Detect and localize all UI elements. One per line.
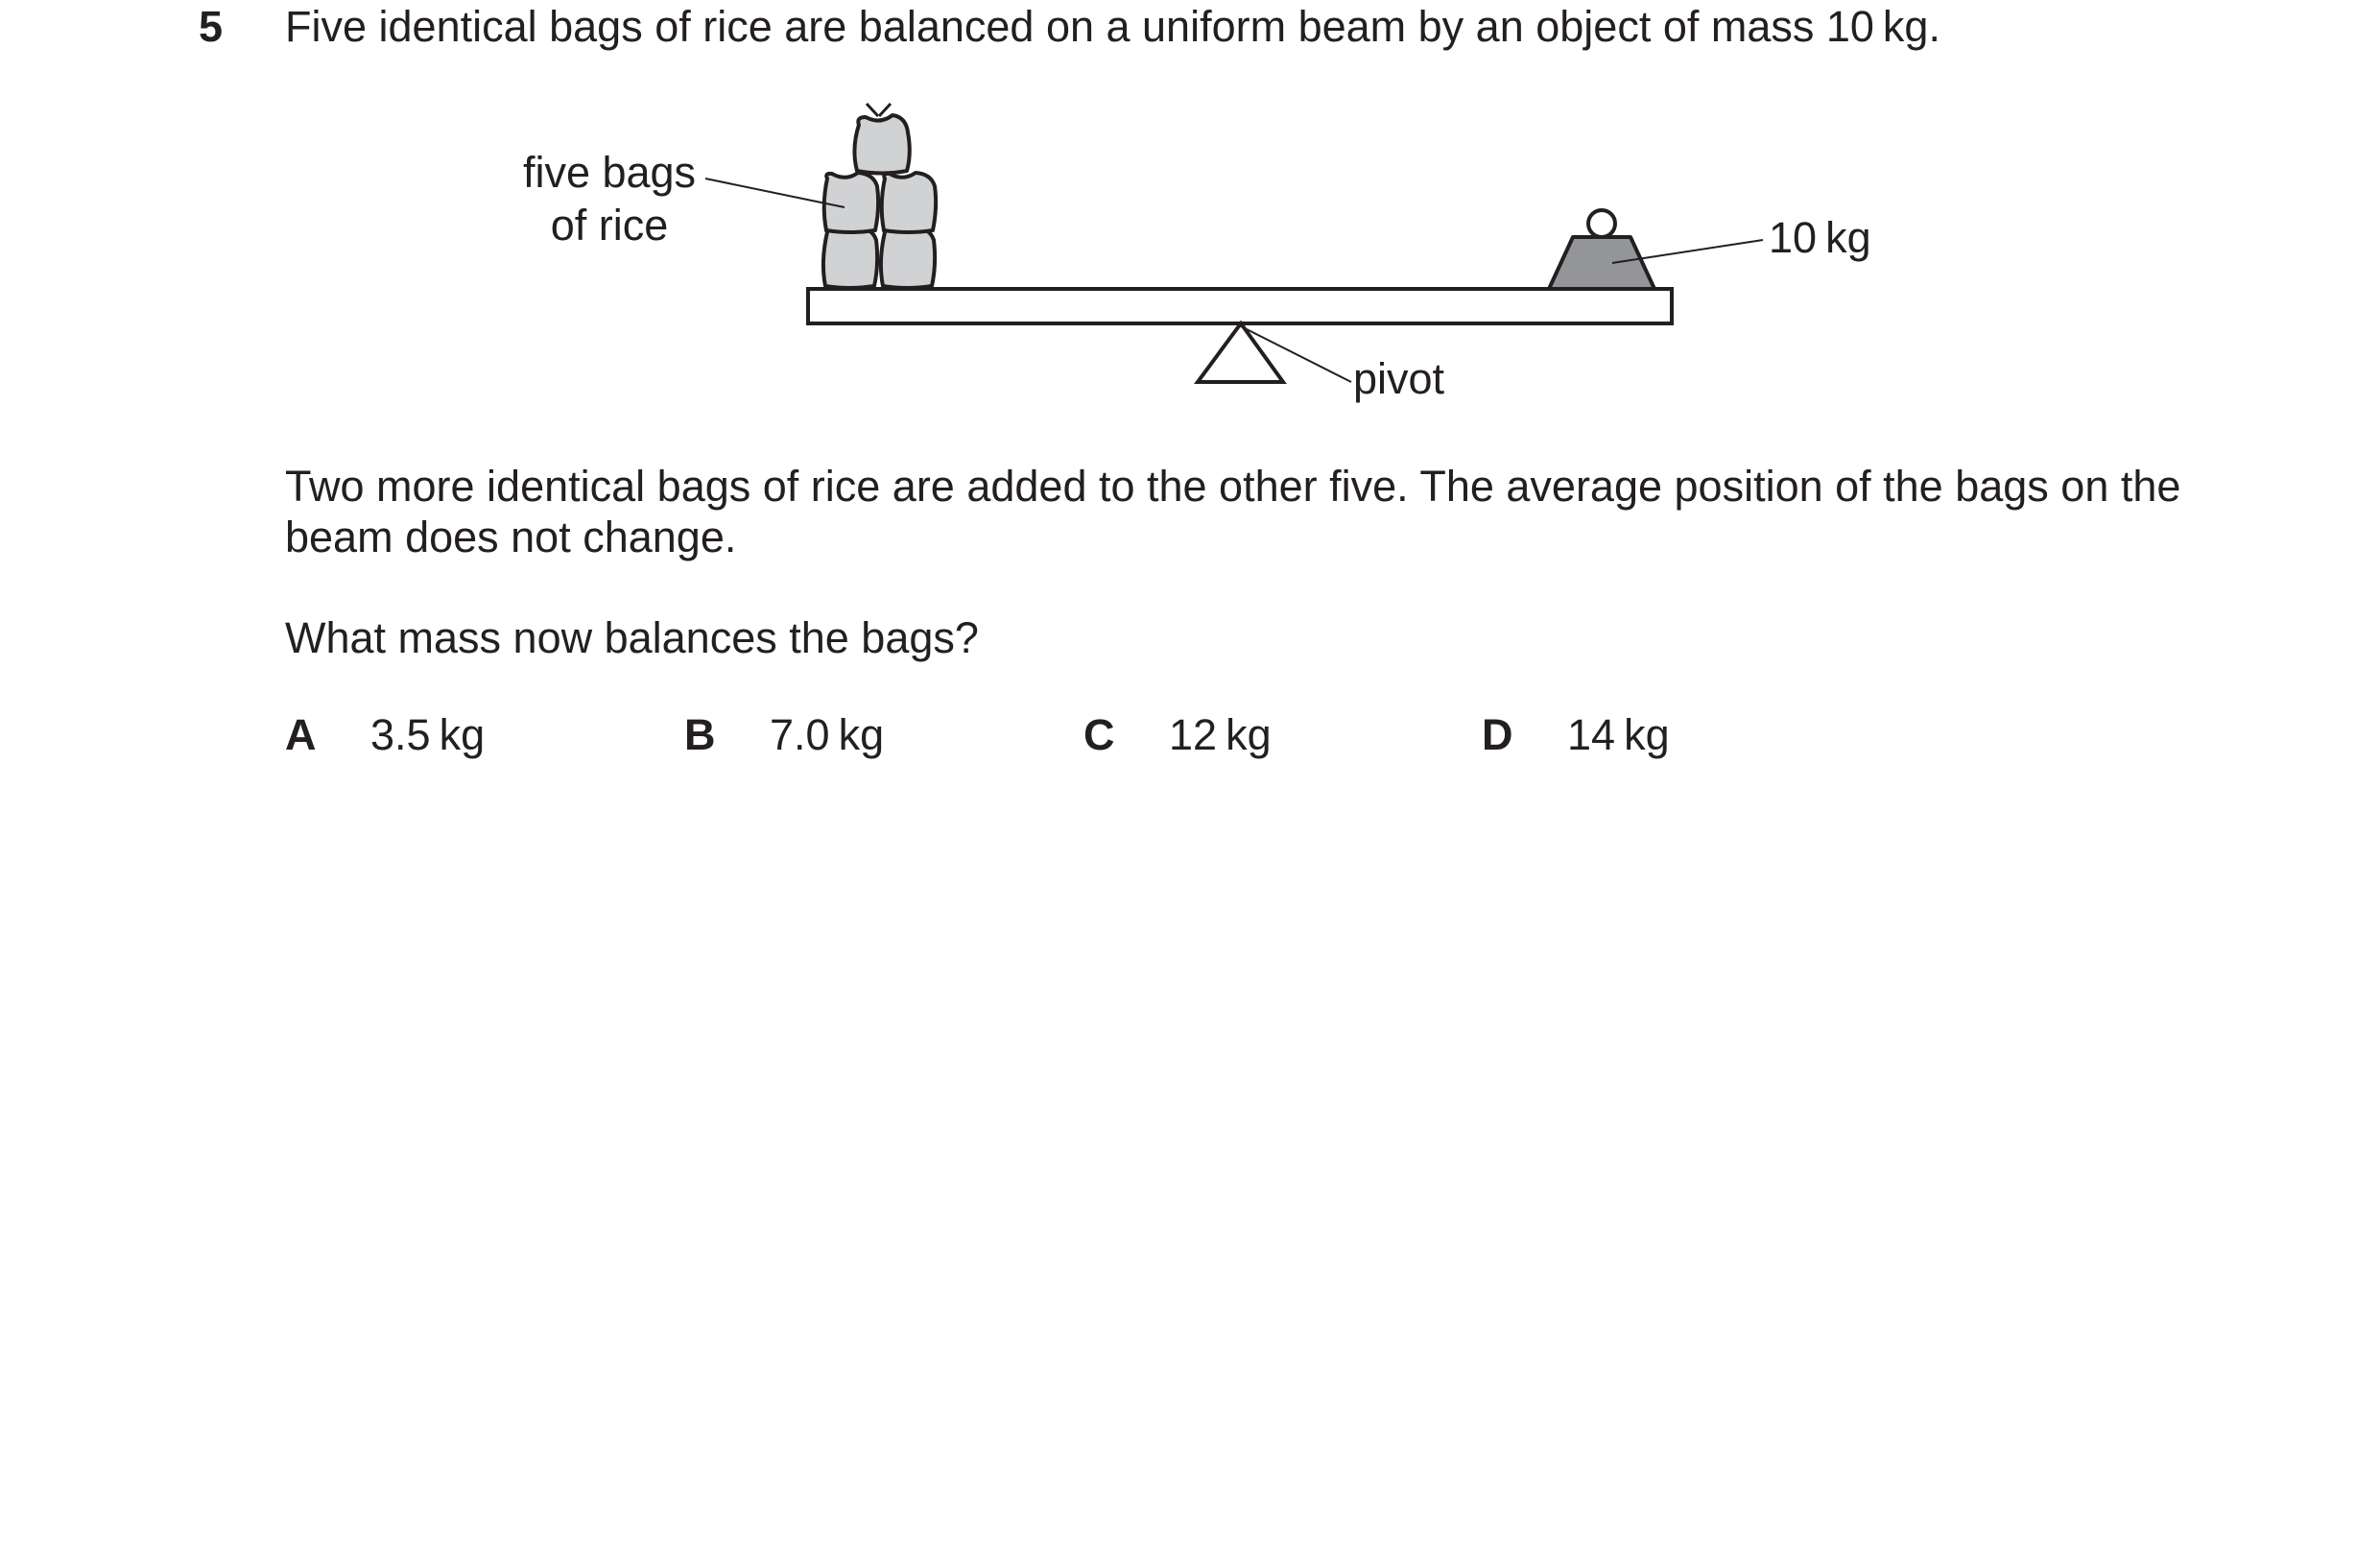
rice-bag (854, 115, 909, 174)
rice-bag (823, 227, 877, 288)
option-letter: B (684, 710, 716, 759)
bags-label-line1: five bags (522, 148, 697, 197)
option-value: 12 kg (1169, 710, 1272, 759)
option-a[interactable] (285, 708, 485, 762)
option-b[interactable] (684, 708, 884, 762)
rice-bag (882, 173, 936, 232)
option-value: 3.5 kg (370, 710, 486, 759)
rice-bag (824, 173, 878, 232)
option-letter: A (285, 710, 317, 759)
option-letter: C (1083, 710, 1115, 759)
pivot-label: pivot (1353, 354, 1445, 403)
rice-bag-tie (867, 104, 891, 116)
question-paragraph: Two more identical bags of rice are added to the other five. The average position of the bags on the beam does not change. (285, 462, 2181, 561)
uniform-beam (808, 289, 1672, 323)
bags-label-line2: of rice (550, 201, 669, 250)
option-value: 7.0 kg (770, 710, 885, 759)
mass-label: 10 kg (1769, 213, 1871, 262)
option-value: 14 kg (1567, 710, 1670, 759)
question-stem: Five identical bags of rice are balanced on a uniform beam by an object of mass 10 kg. (285, 2, 1940, 51)
ten-kg-mass (1549, 237, 1654, 289)
pivot-triangle (1198, 323, 1283, 382)
beam-diagram (0, 0, 2380, 422)
option-c[interactable] (1083, 708, 1272, 762)
option-letter: D (1482, 710, 1513, 759)
rice-bag (881, 227, 935, 288)
question-prompt: What mass now balances the bags? (285, 613, 979, 662)
option-d[interactable] (1482, 708, 1670, 762)
answer-options (285, 708, 1821, 762)
mass-loop (1588, 210, 1615, 237)
question-number: 5 (199, 2, 224, 51)
